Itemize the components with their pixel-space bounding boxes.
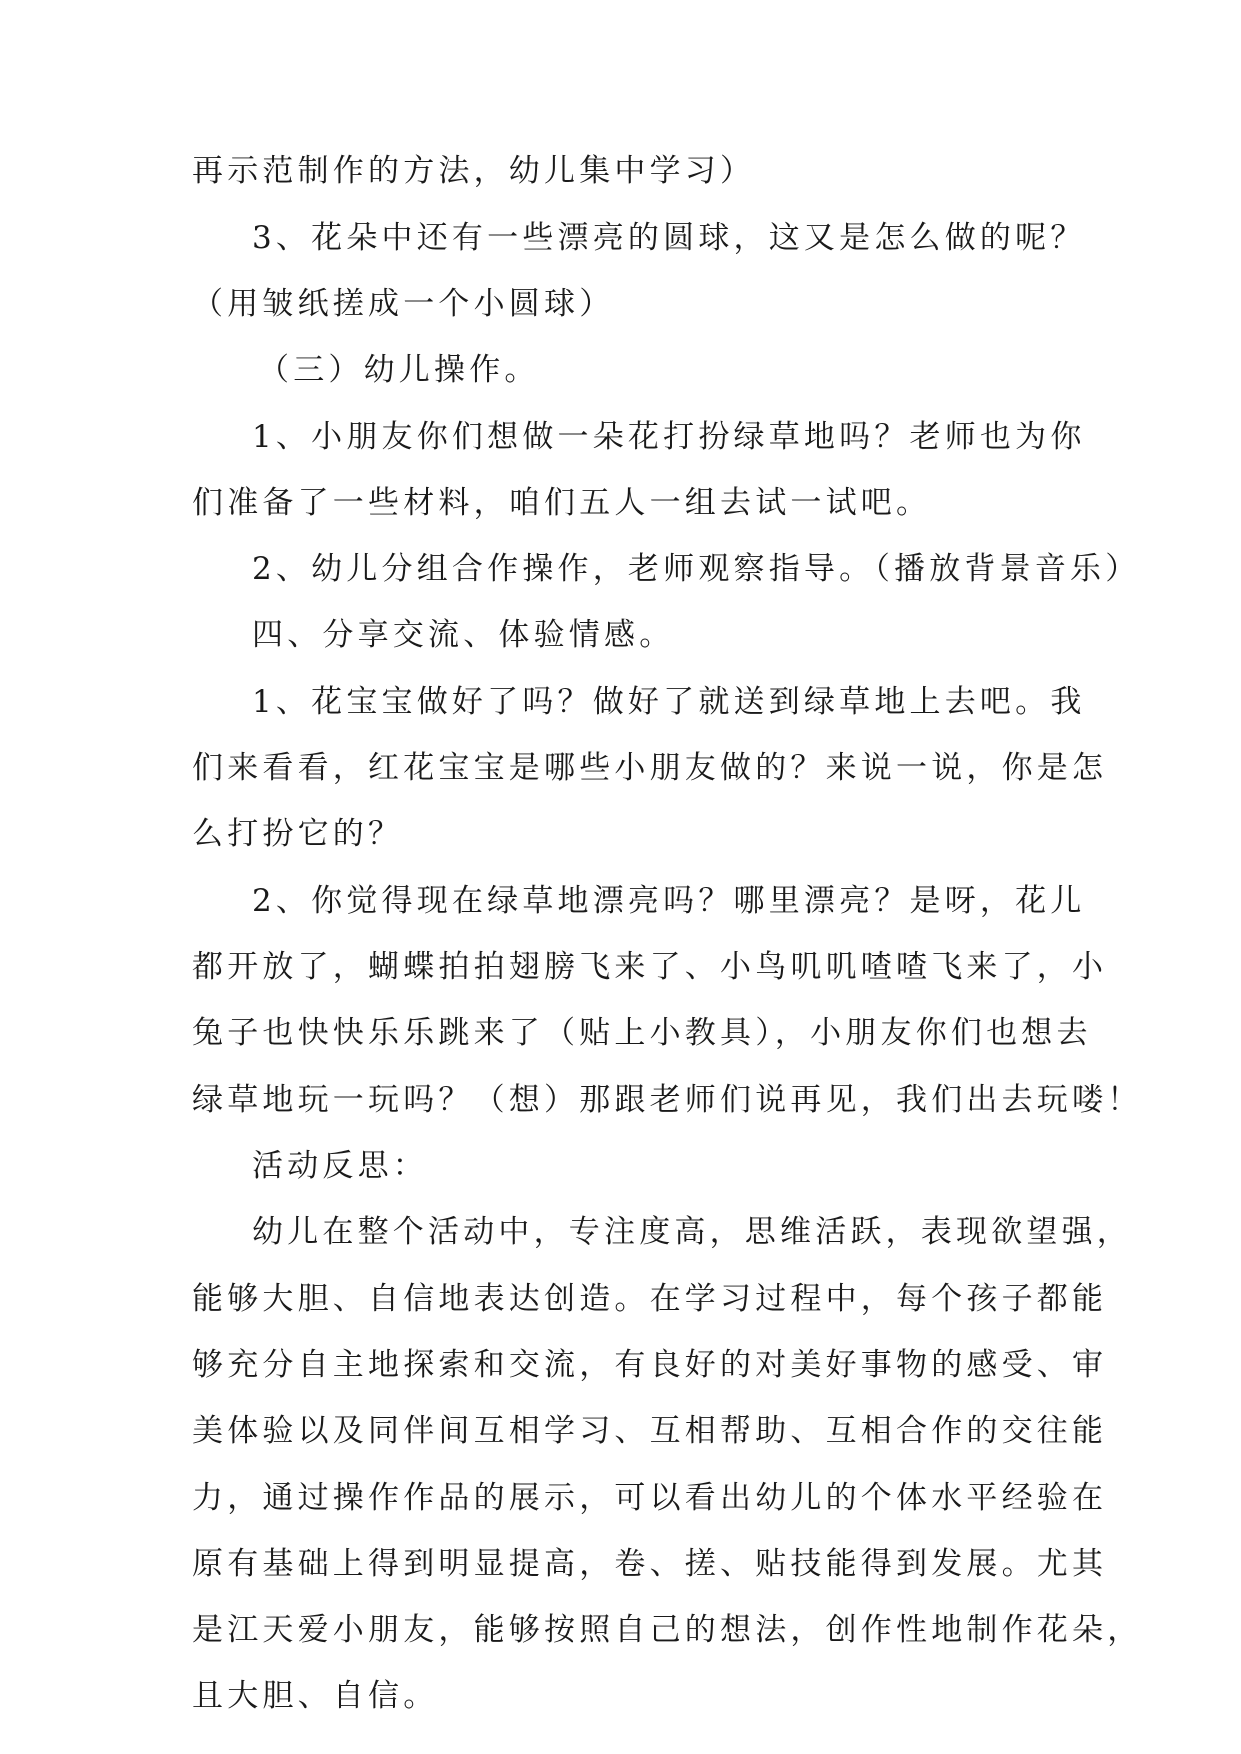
text-line: 够充分自主地探索和交流，有良好的对美好事物的感受、审	[192, 1347, 1108, 1383]
text-line: 1、小朋友你们想做一朵花打扮绿草地吗？老师也为你	[252, 419, 1086, 455]
text-line: 绿草地玩一玩吗？（想）那跟老师们说再见，我们出去玩喽！	[192, 1082, 1143, 1118]
text-line: 么打扮它的？	[192, 816, 404, 852]
section-heading: 活动反思：	[252, 1148, 428, 1184]
text-line: 能够大胆、自信地表达创造。在学习过程中，每个孩子都能	[192, 1281, 1108, 1317]
text-line: 再示范制作的方法，幼儿集中学习）	[192, 153, 756, 189]
text-line: 们准备了一些材料，咱们五人一组去试一试吧。	[192, 485, 932, 521]
text-line: 且大胆、自信。	[192, 1678, 439, 1714]
section-heading: 四、分享交流、体验情感。	[252, 617, 675, 653]
section-heading: （三）幼儿操作。	[258, 352, 540, 388]
text-line: （用皱纸搓成一个小圆球）	[192, 286, 615, 322]
text-line: 2、幼儿分组合作操作，老师观察指导。（播放背景音乐）	[252, 551, 1141, 587]
text-line: 3、花朵中还有一些漂亮的圆球，这又是怎么做的呢？	[252, 220, 1086, 256]
text-line: 是江天爱小朋友，能够按照自己的想法，创作性地制作花朵，	[192, 1612, 1143, 1648]
text-line: 1、花宝宝做好了吗？做好了就送到绿草地上去吧。我	[252, 684, 1086, 720]
text-line: 幼儿在整个活动中，专注度高，思维活跃，表现欲望强，	[252, 1214, 1132, 1250]
text-line: 们来看看，红花宝宝是哪些小朋友做的？来说一说，你是怎	[192, 750, 1108, 786]
text-line: 兔子也快快乐乐跳来了（贴上小教具），小朋友你们也想去	[192, 1015, 1092, 1051]
text-line: 力，通过操作作品的展示，可以看出幼儿的个体水平经验在	[192, 1480, 1108, 1516]
text-line: 原有基础上得到明显提高，卷、搓、贴技能得到发展。尤其	[192, 1546, 1108, 1582]
text-line: 都开放了，蝴蝶拍拍翅膀飞来了、小鸟叽叽喳喳飞来了，小	[192, 949, 1108, 985]
text-line: 2、你觉得现在绿草地漂亮吗？哪里漂亮？是呀，花儿	[252, 883, 1086, 919]
text-line: 美体验以及同伴间互相学习、互相帮助、互相合作的交往能	[192, 1413, 1108, 1449]
